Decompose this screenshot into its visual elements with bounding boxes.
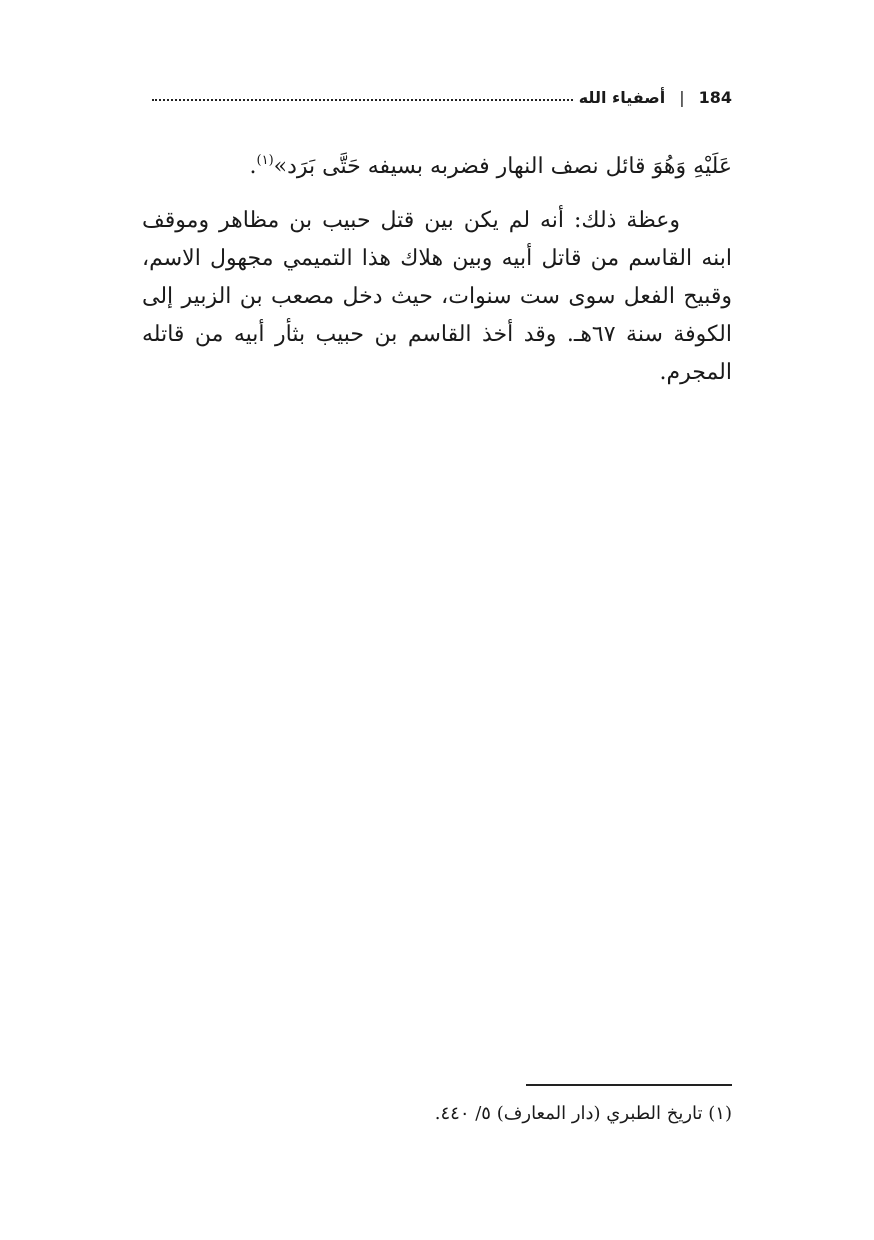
- page-number: 184: [698, 87, 732, 107]
- header-dot-leader: [152, 99, 573, 101]
- quote-end-mark: .: [249, 154, 257, 179]
- quote-text: عَلَيْهِ وَهُوَ قائل نصف النهار فضربه بسيفه حَتَّى بَرَد»: [273, 154, 732, 179]
- header-separator: |: [679, 87, 685, 107]
- body-paragraph: وعظة ذلك: أنه لم يكن بين قتل حبيب بن مظاهر وموقف ابنه القاسم من قاتل أبيه وبين هلاك هذا التميمي مجهول الاسم، وقبيح الفعل سوى ست سنوات، حيث دخل مصعب بن الزبير إلى الكوفة سنة ٦٧هـ. وقد أخذ القاسم بن حبيب بثأر أبيه من قاتله المجرم.: [142, 208, 732, 385]
- book-title: أصفياء الله: [578, 87, 666, 107]
- page-body: [142, 142, 732, 392]
- footnote-1: (١) تاريخ الطبري (دار المعارف) ٥/ ٤٤٠.: [434, 1103, 732, 1124]
- footnote-reference: (١): [256, 153, 274, 168]
- running-header: [142, 84, 732, 110]
- footnote-separator: [526, 1084, 732, 1086]
- quote-continuation: [142, 142, 732, 186]
